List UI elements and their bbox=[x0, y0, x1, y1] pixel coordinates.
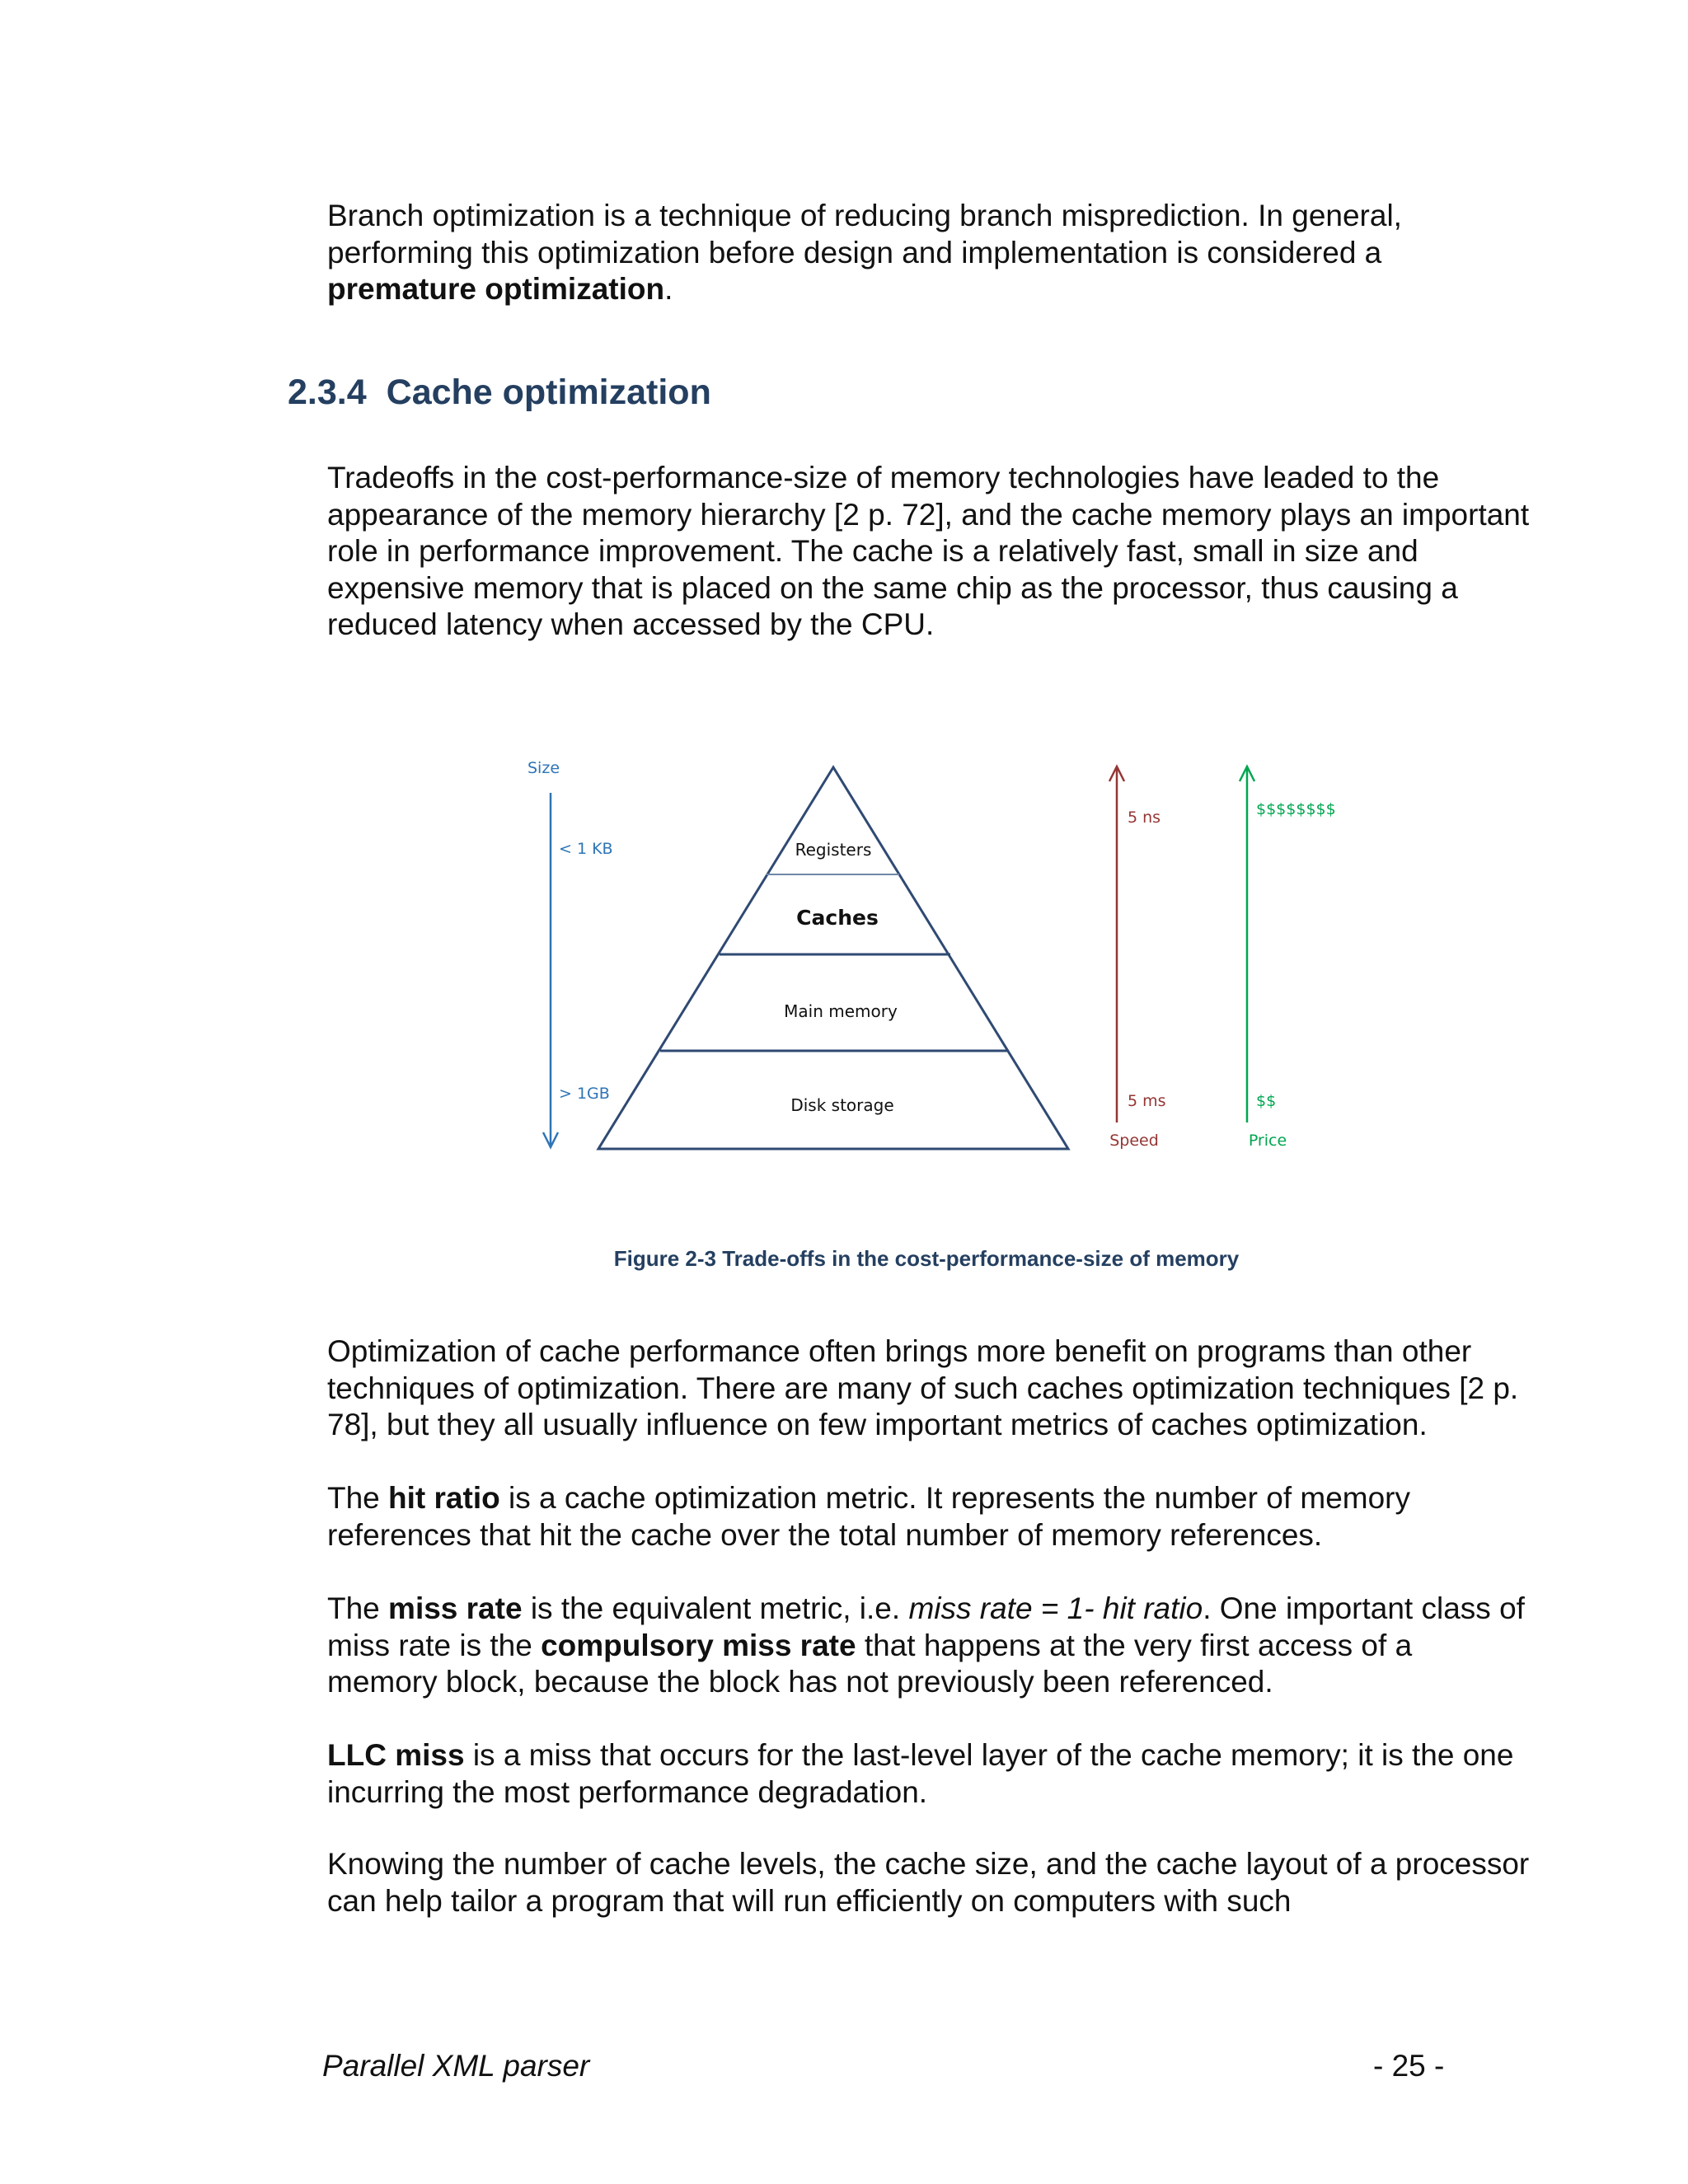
price-axis-label: Price bbox=[1248, 1132, 1287, 1150]
hit-text-pre: The bbox=[327, 1481, 389, 1515]
memory-hierarchy-figure bbox=[511, 742, 1352, 1170]
pyramid-outline bbox=[598, 767, 1068, 1149]
size-axis-label: Size bbox=[528, 759, 560, 777]
hit-text-post: is a cache optimization metric. It represents the number of memory references that hit the cache over the total number of memory references. bbox=[327, 1481, 1410, 1552]
section-heading bbox=[288, 373, 711, 413]
intro-bold-term: premature optimization bbox=[327, 272, 665, 306]
knowing-paragraph: Knowing the number of cache levels, the cache size, and the cache layout of a processor can help tailor a program that will run efficiently on computers with such bbox=[327, 1847, 1530, 1918]
size-top-label: < 1 KB bbox=[559, 840, 613, 858]
llc-miss-term: LLC miss bbox=[327, 1738, 465, 1772]
miss-rate-term: miss rate bbox=[388, 1591, 523, 1625]
intro-text-end: . bbox=[664, 272, 673, 306]
benefit-paragraph: Optimization of cache performance often brings more benefit on programs than other techniques of optimization. There are many of such caches optimization techniques [2 p. 78], but they all usually influence on few important metrics of caches optimization. bbox=[327, 1334, 1519, 1441]
speed-axis-label: Speed bbox=[1109, 1132, 1159, 1150]
memory-hierarchy-diagram bbox=[511, 742, 1352, 1170]
size-bottom-label: > 1GB bbox=[559, 1085, 610, 1103]
miss-text-mid1: is the equivalent metric, i.e. bbox=[522, 1591, 909, 1625]
speed-top-label: 5 ns bbox=[1128, 808, 1161, 827]
miss-rate-formula: miss rate = 1- hit ratio bbox=[908, 1591, 1203, 1625]
miss-text-post: that happens at the very first access of a memory block, because the block has not previously been referenced. bbox=[327, 1628, 1413, 1699]
speed-bottom-label: 5 ms bbox=[1128, 1092, 1166, 1110]
section-title: Cache optimization bbox=[386, 373, 711, 412]
hit-ratio-paragraph bbox=[327, 1480, 1531, 1554]
compulsory-miss-rate-term: compulsory miss rate bbox=[541, 1628, 856, 1662]
level-disk-storage: Disk storage bbox=[790, 1095, 894, 1115]
price-top-label: $$$$$$$$ bbox=[1256, 800, 1336, 818]
level-main-memory: Main memory bbox=[784, 1001, 898, 1021]
miss-text-mid2: . One important class of miss rate is the bbox=[327, 1591, 1525, 1662]
footer-title: Parallel XML parser bbox=[322, 2049, 590, 2083]
level-registers: Registers bbox=[795, 840, 872, 860]
llc-text-post: is a miss that occurs for the last-level layer of the cache memory; it is the one incurring the most performance degradation. bbox=[327, 1738, 1514, 1809]
llc-miss-paragraph bbox=[327, 1737, 1531, 1811]
miss-rate-paragraph bbox=[327, 1591, 1531, 1701]
miss-text-pre: The bbox=[327, 1591, 389, 1625]
price-bottom-label: $$ bbox=[1256, 1092, 1277, 1110]
intro-paragraph bbox=[327, 198, 1531, 308]
section-number: 2.3.4 bbox=[288, 373, 367, 412]
footer-page-number: - 25 - bbox=[1373, 2049, 1445, 2083]
level-caches: Caches bbox=[796, 906, 879, 930]
hit-ratio-term: hit ratio bbox=[388, 1481, 500, 1515]
figure-caption: Figure 2-3 Trade-offs in the cost-performance-size of memory bbox=[613, 1246, 1240, 1271]
tradeoffs-paragraph: Tradeoffs in the cost-performance-size of memory technologies have leaded to the appearance of the memory hierarchy [2 p. 72], and the cache memory plays an important role in performance improvement. The cache is a relatively fast, small in size and expensive memory that is placed on the same chip as the processor, thus causing a reduced latency when accessed by the CPU. bbox=[327, 461, 1530, 641]
intro-text: Branch optimization is a technique of reducing branch misprediction. In general, performing this optimization before design and implementation is considered a bbox=[327, 199, 1402, 269]
